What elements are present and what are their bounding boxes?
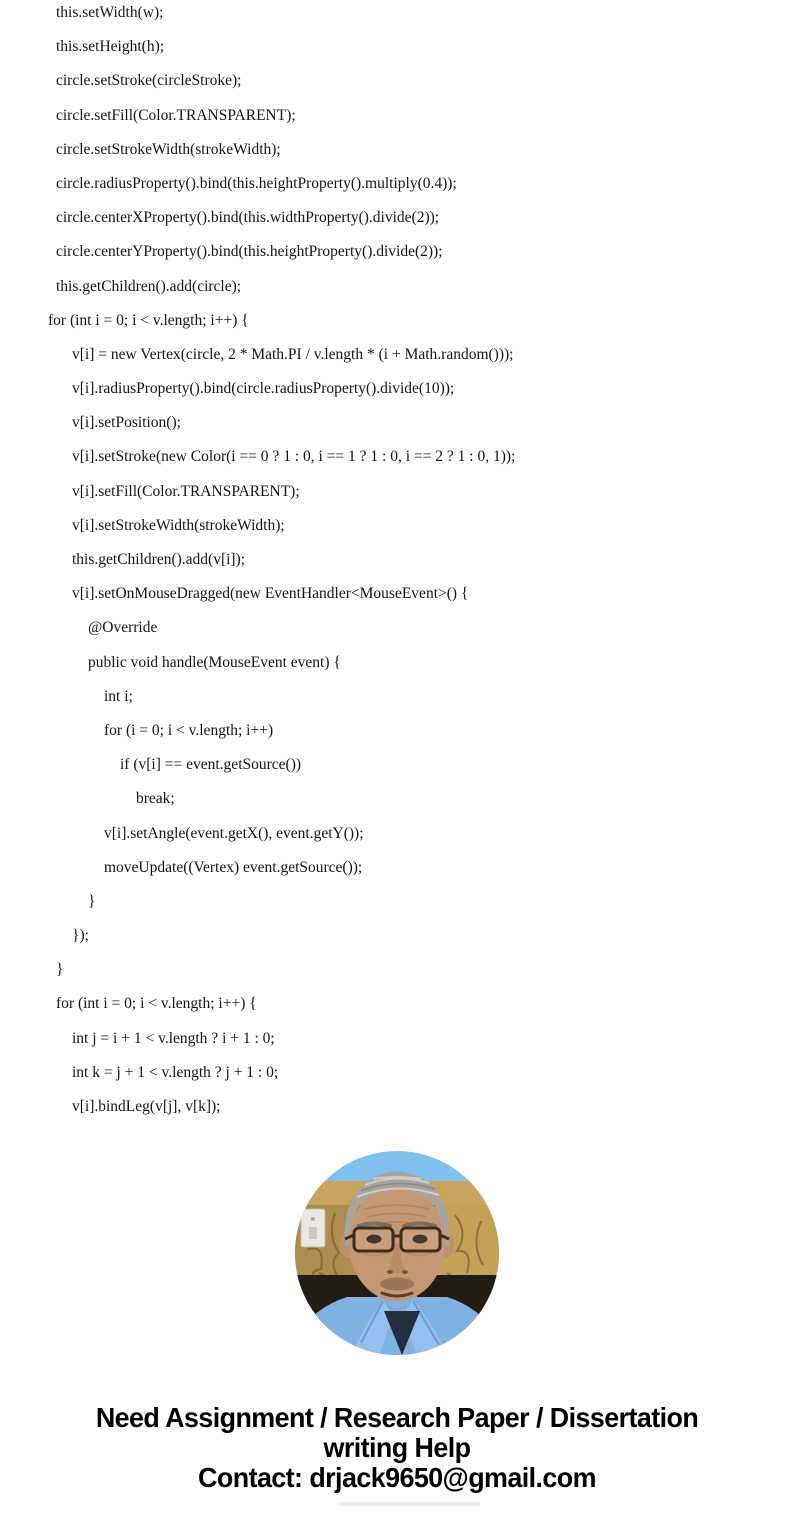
code-line: if (v[i] == event.getSource()) <box>120 756 302 774</box>
code-line: int k = j + 1 < v.length ? j + 1 : 0; <box>72 1063 279 1081</box>
code-line: v[i] = new Vertex(circle, 2 * Math.PI / v.length * (i + Math.random())); <box>72 345 514 363</box>
code-line: }); <box>72 927 89 945</box>
photo-switch-plate <box>301 1209 325 1247</box>
code-line: for (int i = 0; i < v.length; i++) { <box>56 995 257 1013</box>
code-line: v[i].setStroke(new Color(i == 0 ? 1 : 0, i == 1 ? 1 : 0, i == 2 ? 1 : 0, 1)); <box>72 448 516 466</box>
footer-line-2: writing Help <box>323 1432 471 1463</box>
code-line: this.setWidth(w); <box>56 4 164 21</box>
code-line: circle.setStroke(circleStroke); <box>56 72 242 90</box>
code-line: v[i].setPosition(); <box>72 414 181 432</box>
code-line: this.setHeight(h); <box>56 38 165 56</box>
footer-line-1: Need Assignment / Research Paper / Dissertation <box>95 1402 699 1433</box>
code-line: this.getChildren().add(circle); <box>56 277 242 295</box>
code-line: for (int i = 0; i < v.length; i++) { <box>48 311 249 329</box>
footer-contact-line: Contact: drjack9650@gmail.com <box>198 1462 596 1493</box>
code-line: circle.radiusProperty().bind(this.heightProperty().multiply(0.4)); <box>56 174 457 192</box>
code-line: this.getChildren().add(v[i]); <box>72 551 246 568</box>
code-line: v[i].bindLeg(v[j], v[k]); <box>72 1098 221 1115</box>
code-line: for (i = 0; i < v.length; i++) <box>104 721 274 739</box>
profile-photo <box>295 1151 499 1355</box>
code-line: circle.centerXProperty().bind(this.widthProperty().divide(2)); <box>56 209 440 227</box>
code-line: v[i].setFill(Color.TRANSPARENT); <box>72 482 300 500</box>
code-line: circle.setStrokeWidth(strokeWidth); <box>56 140 281 158</box>
code-line: v[i].radiusProperty().bind(circle.radiusProperty().divide(10)); <box>72 380 455 398</box>
code-line: circle.setFill(Color.TRANSPARENT); <box>56 106 296 124</box>
code-line: v[i].setStrokeWidth(strokeWidth); <box>72 516 285 534</box>
footer-banner <box>16 1403 778 1493</box>
code-line: int j = i + 1 < v.length ? i + 1 : 0; <box>72 1029 275 1047</box>
code-line: moveUpdate((Vertex) event.getSource()); <box>104 858 363 876</box>
code-line: circle.centerYProperty().bind(this.heightProperty().divide(2)); <box>56 243 443 261</box>
footer-smudge <box>340 1502 480 1506</box>
code-line: @Override <box>88 619 158 637</box>
code-line: break; <box>136 790 175 808</box>
code-line: public void handle(MouseEvent event) { <box>88 653 341 671</box>
code-line: int i; <box>104 687 133 705</box>
code-line: } <box>56 961 64 979</box>
code-line: v[i].setAngle(event.getX(), event.getY()); <box>104 824 364 842</box>
code-line: v[i].setOnMouseDragged(new EventHandler<MouseEvent>() { <box>72 585 469 603</box>
profile-photo-art <box>295 1151 499 1355</box>
code-line: } <box>88 892 96 910</box>
